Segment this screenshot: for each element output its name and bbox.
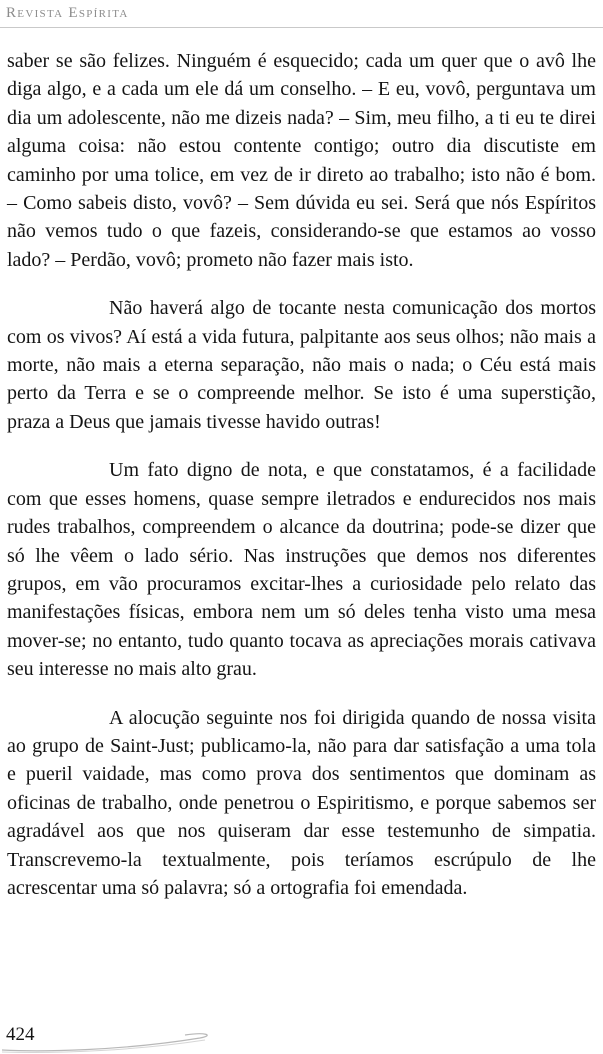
paragraph: A alocução seguinte nos foi dirigida quando de nossa visita ao grupo de Saint-Just; publicamo-la, não para dar satisfação a uma tola e pueril vaidade, mas como prova dos sentimentos que dominam as oficinas de trabalho, onde penetrou o Espiritismo, e porque sabemos ser agradável aos que nos quiseram dar esse testemunho de simpatia. Transcrevemo-la textualmente, pois teríamos escrúpulo de lhe acrescentar uma só palavra; só a ortografia foi emendada.	[7, 706, 596, 899]
page-number: 424	[6, 1024, 35, 1045]
header-divider	[0, 27, 603, 28]
paragraph: Um fato digno de nota, e que constatamos, é a facilidade com que esses homens, quase sempre iletrados e endurecidos nos mais rudes trabalhos, compreendem o alcance da doutrina; pode-se dizer que só lhe vêem o lado sério. Nas instruções que demos nos diferentes grupos, em vão procuramos excitar-lhes a curiosidade pelo relato das manifestações físicas, embora nem um só deles tenha visto uma mesa mover-se; no entanto, tudo quanto tocava as apreciações morais cativava seu interesse no mais alto grau.	[7, 459, 596, 681]
paragraph: Não haverá algo de tocante nesta comunicação dos mortos com os vivos? Aí está a vida futura, palpitante aos seus olhos; não mais a morte, não mais a eterna separação, não mais o nada; o Céu está mais perto da Terra e se o compreende melhor. Se isto é uma superstição, praza a Deus que jamais tivesse havido outras!	[7, 297, 596, 433]
footer-swoosh-ornament	[0, 1020, 240, 1054]
paragraph-continued: saber se são felizes. Ninguém é esquecido; cada um quer que o avô lhe diga algo, e a cada um ele dá um conselho. – E eu, vovô, perguntava um dia um adolescente, não me dizeis nada? – Sim, meu filho, a ti eu te direi alguma coisa: não estou contente contigo; outro dia discutiste em caminho por uma tolice, em vez de ir direto ao trabalho; isto não é bom. – Como sabeis disto, vovô? – Sem dúvida eu sei. Será que nós Espíritos não vemos tudo o que fazeis, considerando-se que estamos ao vosso lado? – Perdão, vovô; prometo não fazer mais isto.	[7, 50, 596, 271]
page-body	[7, 47, 596, 922]
running-header: Revista Espírita	[6, 5, 129, 21]
